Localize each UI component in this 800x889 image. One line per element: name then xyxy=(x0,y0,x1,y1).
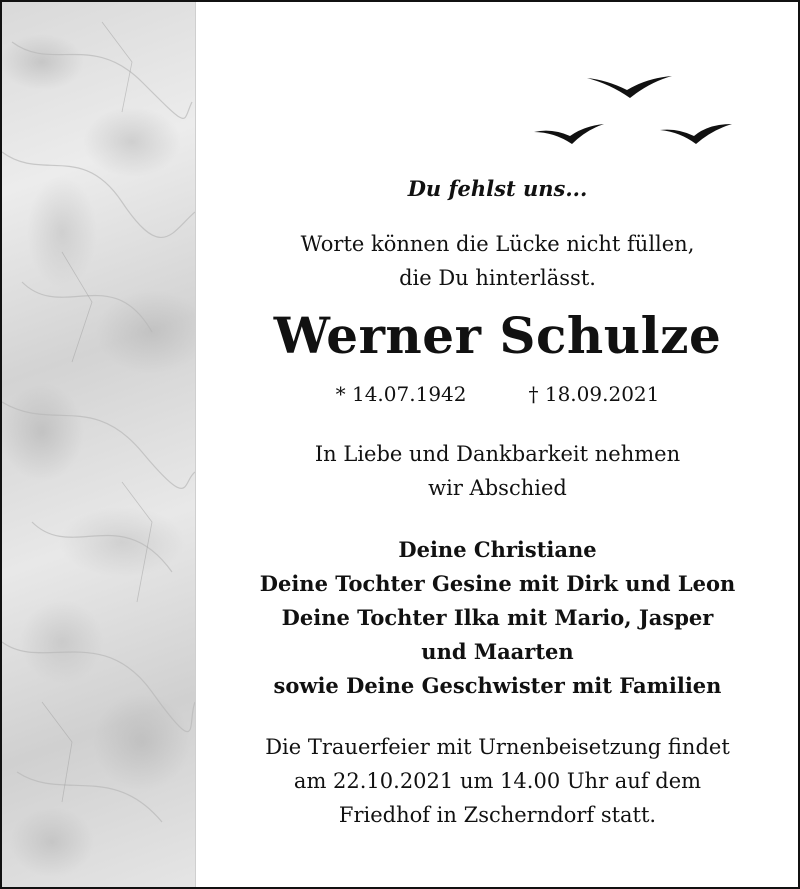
mourner-line-1: Deine Christiane xyxy=(398,537,597,562)
ceremony-line-1: Die Trauerfeier mit Urnenbeisetzung findet xyxy=(265,735,730,759)
ceremony-line-3: Friedhof in Zscherndorf statt. xyxy=(338,803,657,827)
quote-line-2: die Du hinterlässt. xyxy=(399,266,596,290)
death-date: † 18.09.2021 xyxy=(528,382,660,406)
ceremony-line-2: am 22.10.2021 um 14.00 Uhr auf dem xyxy=(293,769,702,793)
mourner-line-3: Deine Tochter Ilka mit Mario, Jasper xyxy=(281,605,714,630)
deceased-name: Werner Schulze xyxy=(273,306,722,365)
birds-icon xyxy=(532,70,742,150)
birth-date: * 14.07.1942 xyxy=(335,382,467,406)
farewell-line-1: In Liebe und Dankbarkeit nehmen xyxy=(314,442,681,466)
life-dates xyxy=(197,382,798,406)
mourner-line-2: Deine Tochter Gesine mit Dirk und Leon xyxy=(259,571,736,596)
mourner-line-4: und Maarten xyxy=(421,639,574,664)
marble-veins xyxy=(2,2,195,887)
tagline: Du fehlst uns... xyxy=(407,176,588,201)
marble-side-panel xyxy=(2,2,196,887)
quote-line-1: Worte können die Lücke nicht füllen, xyxy=(300,232,695,256)
farewell-line-2: wir Abschied xyxy=(428,476,567,500)
mourner-line-5: sowie Deine Geschwister mit Familien xyxy=(273,673,722,698)
